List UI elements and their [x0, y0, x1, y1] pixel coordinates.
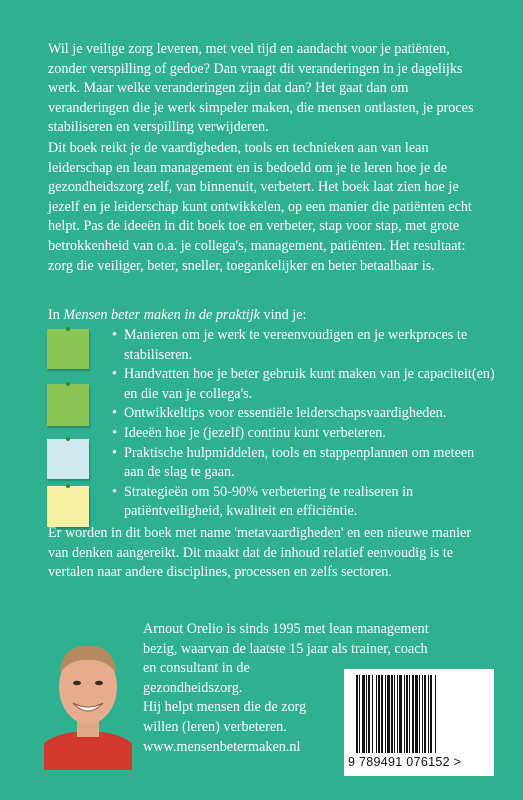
green-sticky-note [47, 384, 89, 426]
green-sticky-note [47, 329, 89, 369]
description-paragraph: Dit boek reikt je de vaardigheden, tools en technieken aan van lean leiderschap en lean management en is bedoeld om je te leren hoe je de gezondheidszorg zelf, van binnenuit, verbetert. Het boek laat zien hoe je jezelf en je leiderschap kunt ontwikkelen, op een manier die patiënten echt helpt. Pas de ideeën in dit boek toe en verbeter, stap voor stap, met grote betrokkenheid van o.a. je collega's, management, patiënten. Het resultaat: zorg die veiliger, beter, sneller, toegankelijker en beter betaalbaar is. [48, 140, 472, 274]
intro-paragraph: Wil je veilige zorg leveren, met veel tijd en aandacht voor je patiënten, zonder verspilling of gedoe? Dan vraagt dit veranderingen in je dagelijks werk. Maar welke veranderingen zijn dat dan? Het gaat dan om veranderingen die je werk simpeler maken, die mensen ontlasten, je proces stabiliseren en verspilling verwijderen. [48, 41, 474, 136]
isbn-number: 9 789491 076152 > [348, 755, 462, 769]
yellow-sticky-note [47, 486, 89, 527]
blue-sticky-note [47, 439, 89, 479]
author-bio-line: Arnout Orelio is sinds 1995 met lean management [143, 621, 429, 637]
bullet-icon: • [112, 327, 117, 343]
bullet-icon: • [112, 405, 117, 422]
bullet-icon: • [112, 483, 117, 500]
author-photo [44, 625, 132, 770]
bullet-icon: • [112, 366, 117, 383]
barcode-icon [354, 675, 484, 753]
author-bio-line: Hij helpt mensen die de zorg [143, 699, 307, 716]
author-bio-line: en consultant in de [143, 660, 250, 677]
sticky-notes-illustration [40, 324, 100, 529]
list-item: • Handvatten hoe je beter gebruik kunt maken van je capaciteit(en) en die van je collega's. [112, 366, 495, 402]
author-bio-line: gezondheidszorg. [143, 679, 243, 696]
intro-suffix: vind je: [259, 307, 307, 323]
bullet-icon: • [112, 424, 117, 441]
feature-list [112, 326, 497, 522]
isbn-barcode [344, 669, 494, 776]
book-title: Mensen beter maken in de praktijk [63, 307, 260, 323]
list-item: • Ideeën hoe je (jezelf) continu kunt verbeteren. [112, 424, 497, 444]
author-website: www.mensenbetermaken.nl [143, 738, 301, 755]
author-bio-line: willen (leren) verbeteren. [143, 718, 287, 735]
list-item: • Praktische hulpmiddelen, tools en stappenplannen om meteen aan de slag te gaan. [112, 444, 475, 481]
closing-paragraph: Er worden in dit boek met name 'metavaardigheden' en een nieuwe manier van denken aangereikt. Dit maakt dat de inhoud relatief eenvoudig is te vertalen naar andere disciplines, processen en zelfs sectoren. [48, 525, 472, 581]
intro-prefix: In [48, 307, 64, 323]
list-item: • Strategieën om 50-90% verbetering te realiseren in patiëntveiligheid, kwaliteit en efficiëntie. [112, 483, 414, 520]
list-intro [48, 306, 306, 326]
list-item: • Ontwikkeltips voor essentiële leiderschapsvaardigheden. [112, 404, 497, 424]
author-bio-line: bezig, waarvan de laatste 15 jaar als trainer, coach [143, 640, 428, 657]
bullet-icon: • [112, 444, 117, 461]
list-item: • Manieren om je werk te vereenvoudigen en je werkproces te stabiliseren. [112, 327, 468, 363]
